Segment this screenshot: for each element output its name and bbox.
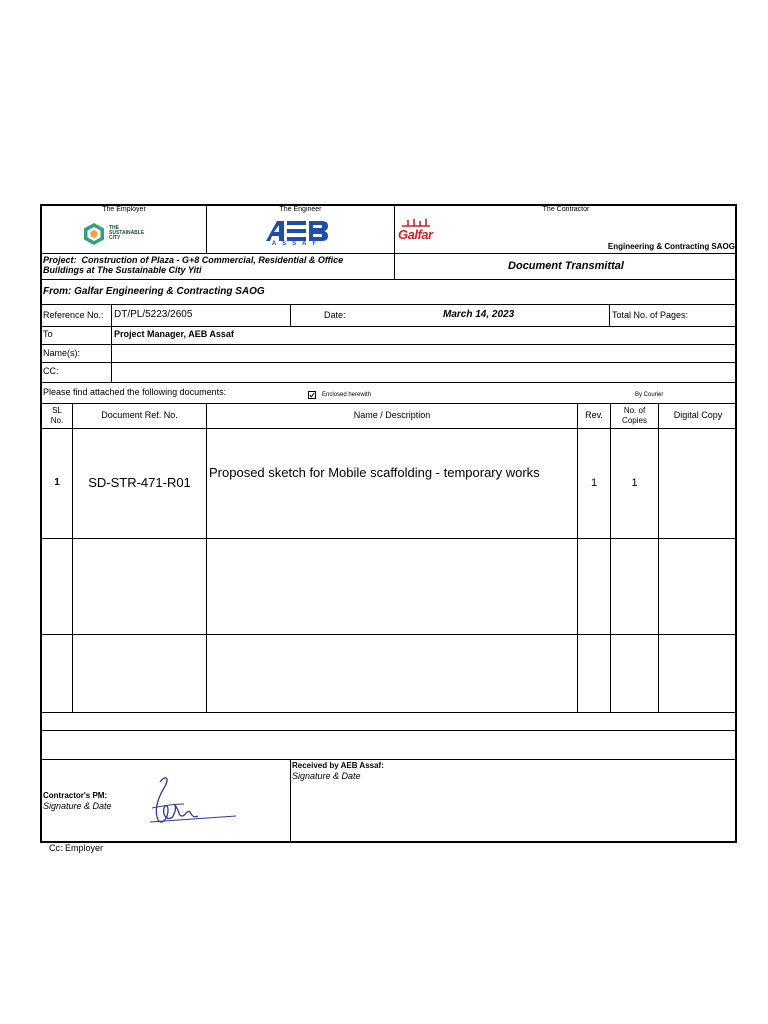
contractor-logo-text: Galfar: [398, 227, 433, 242]
to-label: To: [43, 329, 53, 339]
row-1-name: Proposed sketch for Mobile scaffolding - temporary works: [209, 465, 540, 480]
cc-label: CC:: [43, 366, 59, 376]
divider: [40, 634, 737, 635]
header-digital: Digital Copy: [673, 410, 723, 420]
handwritten-signature: [146, 770, 238, 830]
contractor-label: The Contractor: [542, 206, 590, 213]
aeb-logo-icon: [266, 221, 328, 241]
divider: [610, 403, 611, 712]
divider: [40, 759, 737, 760]
contractor-name: Engineering & Contracting SAOG: [607, 242, 735, 251]
enclosed-checkbox[interactable]: [308, 391, 316, 399]
divider: [40, 428, 737, 429]
contractor-signature-label: Signature & Date: [43, 801, 112, 811]
divider: [72, 403, 73, 712]
row-1-rev: 1: [590, 477, 598, 489]
transmittal-form: [40, 204, 737, 843]
employer-logo: [82, 222, 192, 248]
date-label: Date:: [324, 310, 346, 320]
engineer-logo: [266, 221, 330, 249]
footer-cc: Cc: Employer: [49, 843, 104, 853]
contractor-logo: [398, 218, 438, 244]
from-line: From: Galfar Engineering & Contracting SAOG: [43, 286, 265, 297]
names-label: Name(s):: [43, 348, 81, 358]
divider: [40, 253, 737, 254]
divider: [40, 538, 737, 539]
header-copies: No. of Copies: [622, 406, 647, 425]
engineer-label: The Engineer: [279, 206, 322, 213]
header-sl: SL No.: [50, 406, 64, 425]
sustainable-city-icon: [82, 222, 106, 246]
divider: [290, 304, 291, 326]
contractor-pm-label: Contractor's PM:: [43, 791, 108, 800]
project-title: Project: Construction of Plaza - G+8 Commercial, Residential & Office Buildings at The Sustainable City Yiti: [43, 255, 344, 276]
engineer-logo-text: ASSAF: [271, 241, 323, 247]
employer-label: The Employer: [102, 206, 146, 213]
divider: [40, 279, 737, 280]
row-1-copies: 1: [631, 477, 638, 489]
divider: [609, 304, 610, 326]
divider: [40, 382, 737, 383]
to-value: Project Manager, AEB Assaf: [114, 329, 234, 339]
document-title: Document Transmittal: [508, 260, 624, 272]
received-by-label: Received by AEB Assaf:: [292, 761, 384, 770]
header-rev: Rev.: [585, 410, 603, 420]
total-pages-label: Total No. of Pages:: [612, 310, 689, 320]
divider: [206, 403, 207, 712]
received-signature-label: Signature & Date: [292, 771, 361, 781]
reference-value: DT/PL/5223/2605: [114, 309, 193, 320]
row-1-sl: 1: [54, 477, 60, 488]
divider: [40, 326, 737, 327]
attached-text: Please find attached the following documents:: [43, 387, 227, 397]
reference-label: Reference No.:: [43, 310, 104, 320]
divider: [40, 304, 737, 305]
divider: [40, 362, 737, 363]
date-value: March 14, 2023: [443, 309, 515, 320]
divider: [40, 344, 737, 345]
employer-logo-text: THE SUSTAINABLE CITY: [109, 225, 145, 241]
divider: [40, 403, 737, 404]
divider: [577, 403, 578, 712]
check-icon: [309, 392, 315, 398]
divider: [658, 403, 659, 712]
row-1-ref: SD-STR-471-R01: [88, 475, 191, 490]
enclosed-label: Enclosed herewith: [322, 392, 372, 398]
header-name: Name / Description: [353, 410, 431, 420]
divider: [111, 304, 112, 382]
divider: [40, 730, 737, 731]
divider: [40, 712, 737, 713]
divider: [290, 759, 291, 843]
header-ref: Document Ref. No.: [101, 410, 178, 420]
courier-label: By Courier: [635, 392, 664, 398]
